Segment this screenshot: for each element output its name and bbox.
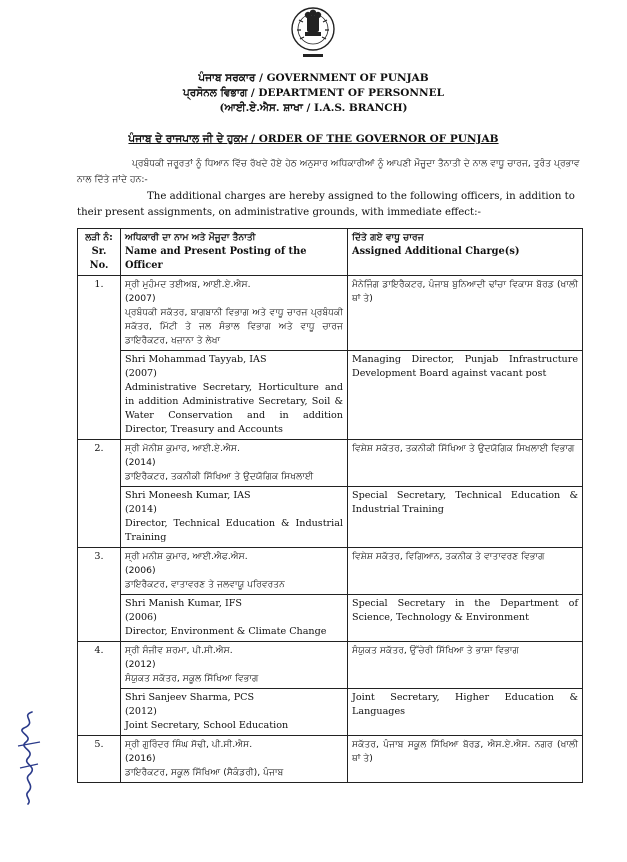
officer-year-en: (2014) <box>125 504 157 515</box>
officer-name-pa: ਸ੍ਰੀ ਮੋਨੀਸ਼ ਕੁਮਾਰ, ਆਈ.ਏ.ਐਸ. <box>125 443 240 454</box>
officer-posting-pa: ਡਾਇਰੈਕਟਰ, ਤਕਨੀਕੀ ਸਿੱਖਿਆ ਤੇ ਉਦਯੋਗਿਕ ਸਿਖਲਾਈ <box>125 471 314 482</box>
table-row <box>78 440 583 487</box>
officer-year-en: (2007) <box>125 368 157 379</box>
officer-cell-pa <box>121 276 348 351</box>
officer-posting-pa: ਸੰਯੁਕਤ ਸਕੱਤਰ, ਸਕੂਲ ਸਿੱਖਿਆ ਵਿਭਾਗ <box>125 673 259 684</box>
header-charge <box>348 229 583 276</box>
officer-posting-en: Director, Environment & Climate Change <box>125 626 327 637</box>
row-sr-no: 1. <box>78 276 121 440</box>
charge-cell-en: Managing Director, Punjab Infrastructure Development Board against vacant post <box>348 351 583 440</box>
charges-table <box>77 228 583 783</box>
officer-name-en: Shri Moneesh Kumar, IAS <box>125 490 251 501</box>
officer-posting-en: Joint Secretary, School Education <box>125 720 289 731</box>
row-sr-no: 2. <box>78 440 121 548</box>
charge-cell-pa: ਵਿਸ਼ੇਸ਼ ਸਕੱਤਰ, ਵਿਗਿਆਨ, ਤਕਨੀਕ ਤੇ ਵਾਤਾਵਰਣ ਵਿਭਾਗ <box>348 548 583 595</box>
officer-year-en: (2012) <box>125 706 157 717</box>
table-row <box>78 736 583 783</box>
table-row <box>78 642 583 689</box>
charge-cell-en: Special Secretary in the Department of Science, Technology & Environment <box>348 595 583 642</box>
officer-year-pa: (2007) <box>125 293 156 304</box>
table-row <box>78 276 583 351</box>
officer-posting-en: Administrative Secretary, Horticulture and in addition Administrative Secretary, Soil & Water Conservation and in addition Director, Treasury and Accounts <box>125 382 343 435</box>
officer-cell-en <box>121 351 348 440</box>
officer-year-pa: (2006) <box>125 565 156 576</box>
intro-punjabi: ਪ੍ਰਬੰਧਕੀ ਜਰੂਰਤਾਂ ਨੂੰ ਧਿਆਨ ਵਿੱਚ ਰੱਖਦੇ ਹੋਏ ਹੇਠ ਅਨੁਸਾਰ ਅਧਿਕਾਰੀਆਂ ਨੂੰ ਆਪਣੀ ਮੌਜੂਦਾ ਤੈਨਾਤੀ ਦੇ ਨਾਲ ਵਾਧੂ ਚਾਰਜ, ਤੁਰੰਤ ਪ੍ਰਭਾਵ ਨਾਲ ਦਿੱਤੇ ਜਾਂਦੇ ਹਨ:- <box>77 158 580 185</box>
officer-name-pa: ਸ੍ਰੀ ਸੰਜੀਵ ਸ਼ਰਮਾ, ਪੀ.ਸੀ.ਐਸ. <box>125 645 233 656</box>
header-charge-en: Assigned Additional Charge(s) <box>352 246 520 257</box>
officer-year-pa: (2012) <box>125 659 156 670</box>
table-row <box>78 595 583 642</box>
order-title: ਪੰਜਾਬ ਦੇ ਰਾਜਪਾਲ ਜੀ ਦੇ ਹੁਕਮ / ORDER OF THE GOVERNOR OF PUNJAB <box>128 133 499 145</box>
charge-cell-pa: ਮੈਨੇਜਿੰਗ ਡਾਇਰੈਕਟਰ, ਪੰਜਾਬ ਬੁਨਿਆਦੀ ਢਾਂਚਾ ਵਿਕਾਸ ਬੋਰਡ (ਖਾਲੀ ਥਾਂ ਤੇ) <box>348 276 583 351</box>
officer-name-en: Shri Mohammad Tayyab, IAS <box>125 354 267 365</box>
officer-posting-pa: ਪ੍ਰਬੰਧਕੀ ਸਕੱਤਰ, ਬਾਗਬਾਨੀ ਵਿਭਾਗ ਅਤੇ ਵਾਧੂ ਚਾਰਜ ਪ੍ਰਬੰਧਕੀ ਸਕੱਤਰ, ਮਿੱਟੀ ਤੇ ਜਲ ਸੰਭਾਲ ਵਿਭਾਗ ਅਤੇ ਵਾਧੂ ਚਾਰਜ ਡਾਇਰੈਕਟਰ, ਖਜ਼ਾਨਾ ਤੇ ਲੇਖਾ <box>125 307 343 346</box>
officer-name-pa: ਸ੍ਰੀ ਮੁਹੰਮਦ ਤਈਅਬ, ਆਈ.ਏ.ਐਸ. <box>125 279 251 290</box>
table-header-row <box>78 229 583 276</box>
charge-cell-en: Special Secretary, Technical Education & Industrial Training <box>348 487 583 548</box>
intro-english: The additional charges are hereby assigned to the following officers, in addition to their present assignments, on administrative grounds, with immediate effect:- <box>77 191 575 218</box>
row-sr-no: 3. <box>78 548 121 642</box>
header-sr-no <box>78 229 121 276</box>
table-row <box>78 351 583 440</box>
officer-name-en: Shri Sanjeev Sharma, PCS <box>125 692 255 703</box>
header-officer-pa: ਅਧਿਕਾਰੀ ਦਾ ਨਾਮ ਅਤੇ ਮੌਜੂਦਾ ਤੈਨਾਤੀ <box>125 232 256 243</box>
officer-posting-en: Director, Technical Education & Industrial Training <box>125 518 343 543</box>
officer-posting-pa: ਡਾਇਰੈਕਟਰ, ਸਕੂਲ ਸਿੱਖਿਆ (ਸੈਕੰਡਰੀ), ਪੰਜਾਬ <box>125 767 284 778</box>
officer-cell-en <box>121 487 348 548</box>
officer-cell-pa <box>121 642 348 689</box>
officer-cell-pa <box>121 440 348 487</box>
header-officer <box>121 229 348 276</box>
table-row <box>78 689 583 736</box>
officer-year-pa: (2016) <box>125 753 156 764</box>
table-row <box>78 548 583 595</box>
handwritten-signature-icon <box>12 706 46 806</box>
officer-name-pa: ਸ੍ਰੀ ਗੁਰਿੰਦਰ ਸਿੰਘ ਸੋਢੀ, ਪੀ.ਸੀ.ਐਸ. <box>125 739 253 750</box>
table-row <box>78 487 583 548</box>
row-sr-no: 4. <box>78 642 121 736</box>
officer-cell-pa <box>121 736 348 783</box>
officer-cell-en <box>121 689 348 736</box>
officer-year-en: (2006) <box>125 612 157 623</box>
header-line-government: ਪੰਜਾਬ ਸਰਕਾਰ / GOVERNMENT OF PUNJAB <box>198 72 429 84</box>
officer-cell-pa <box>121 548 348 595</box>
officer-year-pa: (2014) <box>125 457 156 468</box>
header-sr-no-en: Sr. No. <box>89 246 109 271</box>
charge-cell-pa: ਸੰਯੁਕਤ ਸਕੱਤਰ, ਉੱਚੇਰੀ ਸਿੱਖਿਆ ਤੇ ਭਾਸ਼ਾ ਵਿਭਾਗ <box>348 642 583 689</box>
header-officer-en: Name and Present Posting of the Officer <box>125 246 307 271</box>
header-line-branch: (ਆਈ.ਏ.ਐਸ. ਸ਼ਾਖਾ / I.A.S. BRANCH) <box>219 102 408 114</box>
officer-cell-en <box>121 595 348 642</box>
charge-cell-en: Joint Secretary, Higher Education & Languages <box>348 689 583 736</box>
officer-name-en: Shri Manish Kumar, IFS <box>125 598 242 609</box>
charge-cell-pa: ਵਿਸ਼ੇਸ਼ ਸਕੱਤਰ, ਤਕਨੀਕੀ ਸਿੱਖਿਆ ਤੇ ਉਦਯੋਗਿਕ ਸਿਖਲਾਈ ਵਿਭਾਗ <box>348 440 583 487</box>
charge-cell-pa: ਸਕੱਤਰ, ਪੰਜਾਬ ਸਕੂਲ ਸਿੱਖਿਆ ਬੋਰਡ, ਐਸ.ਏ.ਐਸ. ਨਗਰ (ਖਾਲੀ ਥਾਂ ਤੇ) <box>348 736 583 783</box>
header-charge-pa: ਦਿੱਤੇ ਗਏ ਵਾਧੂ ਚਾਰਜ <box>352 232 424 243</box>
officer-posting-pa: ਡਾਇਰੈਕਟਰ, ਵਾਤਾਵਰਣ ਤੇ ਜਲਵਾਯੂ ਪਰਿਵਰਤਨ <box>125 579 285 590</box>
state-emblem-icon <box>289 4 337 62</box>
row-sr-no: 5. <box>78 736 121 783</box>
header-sr-no-pa: ਲੜੀ ਨੰ: <box>85 232 113 243</box>
header-line-department: ਪ੍ਰਸੋਨਲ ਵਿਭਾਗ / DEPARTMENT OF PERSONNEL <box>182 87 445 99</box>
officer-name-pa: ਸ੍ਰੀ ਮਨੀਸ਼ ਕੁਮਾਰ, ਆਈ.ਐਫ.ਐਸ. <box>125 551 248 562</box>
